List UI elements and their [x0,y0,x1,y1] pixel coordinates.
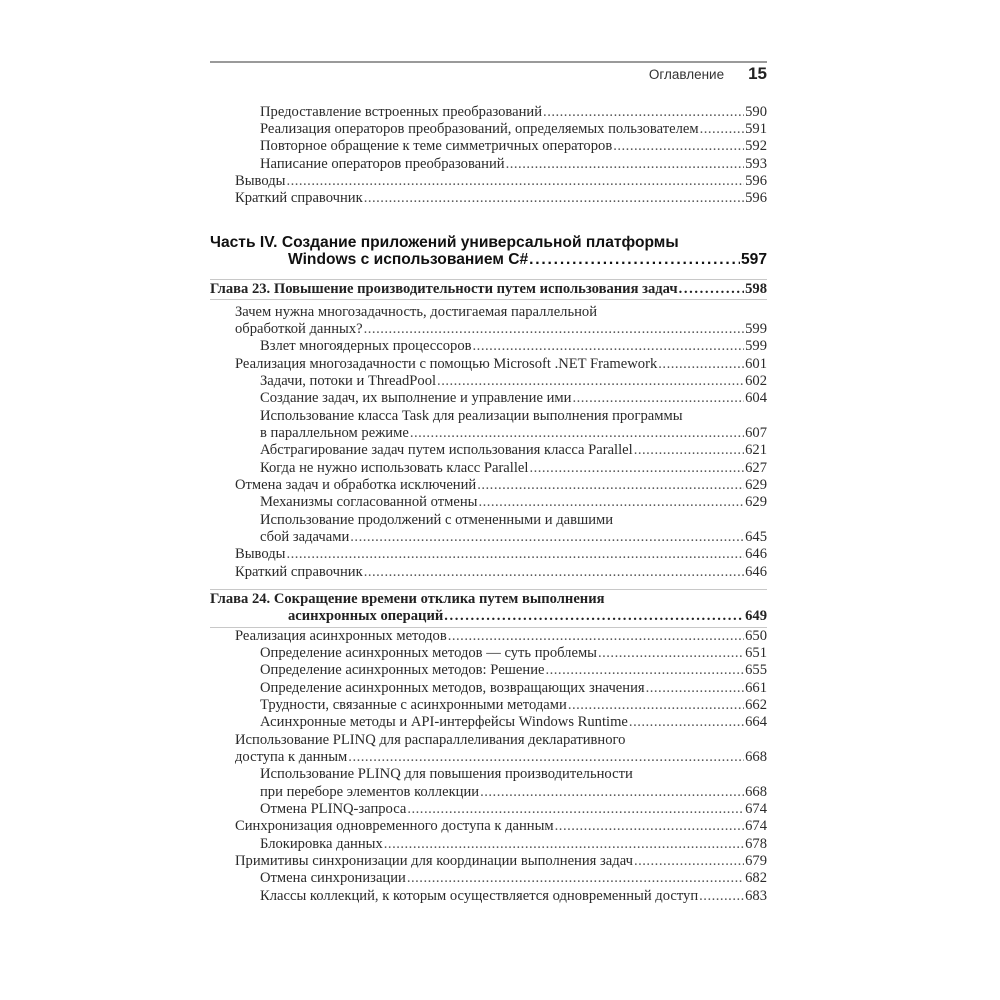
toc-entry-title[interactable]: Когда не нужно использовать класс Parallel [260,459,529,476]
toc-entry[interactable] [210,628,767,645]
toc-entry[interactable] [210,390,767,407]
toc-entry-title[interactable]: Windows с использованием C# [288,251,529,269]
toc-entry-page[interactable]: 651 [745,644,767,661]
toc-entry-page[interactable]: 682 [745,870,767,887]
toc-entry-line [260,801,767,818]
dot-leader [506,156,745,173]
toc-entry[interactable] [210,546,767,563]
toc-entry[interactable] [210,460,767,477]
dot-leader [407,801,744,818]
toc-entry[interactable] [210,888,767,905]
dot-leader [545,662,744,679]
toc-entry-title[interactable]: обработкой данных? [235,320,363,337]
running-header-title: Оглавление [648,67,725,82]
toc-entry-line [235,173,767,190]
toc-entry-page[interactable]: 645 [745,528,767,545]
toc-entry-page[interactable]: 668 [745,783,767,800]
toc-entry-title[interactable]: Использование класса Task для реализации выполнения программы [260,407,683,424]
toc-entry[interactable] [210,442,767,459]
dot-leader [598,645,744,662]
toc-part-heading [210,234,767,269]
toc-entry-line [260,338,767,355]
toc-entry[interactable] [210,766,767,801]
dot-leader [410,425,744,442]
toc-entry-line [260,662,767,679]
toc-entry-page[interactable]: 668 [745,748,767,765]
toc-entry-line [210,281,767,298]
toc-entry-title[interactable]: Создание задач, их выполнение и управление ими [260,390,572,407]
toc-entry-page[interactable]: 646 [745,563,767,580]
toc-entry-page[interactable]: 599 [745,320,767,337]
toc-entry-title[interactable]: Трудности, связанные с асинхронными методами [260,696,567,713]
toc-entry-page[interactable]: 592 [745,138,767,155]
toc-entry[interactable] [210,680,767,697]
toc-entry-line [235,564,767,581]
toc-entry[interactable] [210,373,767,390]
toc-entry-page[interactable]: 597 [740,251,767,269]
toc-entry-line [235,732,767,749]
toc-entry-line [260,425,767,442]
toc-entry-line [235,356,767,373]
toc-entry[interactable] [210,356,767,373]
toc-entry-line [210,234,767,251]
toc-entry[interactable] [210,714,767,731]
toc-entry-page[interactable]: 683 [745,887,767,904]
toc-entry-page[interactable]: 650 [745,627,767,644]
toc-entry[interactable] [210,645,767,662]
toc-entry-title[interactable]: Реализация операторов преобразований, определяемых пользователем [260,120,699,137]
toc-entry-line [260,494,767,511]
toc-entry[interactable] [210,494,767,511]
dot-leader [679,281,744,298]
dot-leader [473,338,745,355]
dot-leader [364,321,744,338]
toc-entry-title[interactable]: Задачи, потоки и ThreadPool [260,372,437,389]
dot-leader [478,494,744,511]
dot-leader [543,104,744,121]
dot-leader [350,529,744,546]
toc-entry-line [260,529,767,546]
dot-leader [555,818,744,835]
dot-leader [407,870,744,887]
toc-entry-page[interactable]: 590 [745,103,767,120]
toc-entry-page[interactable]: 596 [745,190,767,207]
toc-entry-title[interactable]: Выводы [235,172,286,189]
dot-leader [529,251,740,268]
toc-entry-title[interactable]: Использование PLINQ для повышения производительности [260,766,633,783]
toc-entry[interactable] [210,564,767,581]
dot-leader [613,138,744,155]
toc-entry-page[interactable]: 646 [745,546,767,563]
toc-entry-page[interactable]: 664 [745,714,767,731]
toc-entry-page[interactable]: 649 [745,608,767,625]
toc-entry-line [235,818,767,835]
toc-entry-title[interactable]: асинхронных операций [288,608,444,625]
toc-entry-title[interactable]: Предоставление встроенных преобразований [260,103,543,120]
toc-entry-title[interactable]: Отмена задач и обработка исключений [235,476,477,493]
toc-entry-line [210,591,767,608]
toc-entry[interactable] [210,512,767,547]
toc-entry-title[interactable]: доступа к данным [235,748,348,765]
toc-entry-title[interactable]: Использование PLINQ для распараллеливания декларативного [235,731,626,748]
dot-leader [286,173,744,190]
toc-entry-page[interactable]: 674 [745,800,767,817]
toc-entry-line [260,138,767,155]
toc-entry-line [260,408,767,425]
toc-entry[interactable] [210,836,767,853]
toc-entry-page[interactable]: 596 [745,172,767,189]
toc-entry-line [260,156,767,173]
toc-entry[interactable] [210,870,767,887]
toc-entry-title[interactable]: Примитивы синхронизации для координации выполнения задач [235,852,633,869]
toc-entry[interactable] [210,304,767,339]
toc-entry-title[interactable]: Написание операторов преобразований [260,155,505,172]
toc-entry-line [260,784,767,801]
dot-leader [699,888,744,905]
dot-leader [480,784,744,801]
toc-entry-line [210,608,767,625]
toc-entry[interactable] [210,408,767,443]
toc-entry-line [260,645,767,662]
running-header [210,64,767,86]
toc-entry-page[interactable]: 629 [745,494,767,511]
toc-entry-line [260,697,767,714]
toc-entry-line [235,749,767,766]
toc-entry-line [260,121,767,138]
toc-entry-title[interactable]: Взлет многоядерных процессоров [260,338,472,355]
toc-chapter-24-entries [210,628,767,906]
toc-entry[interactable] [210,121,767,138]
toc-entry-line [210,251,767,268]
dot-leader [658,356,744,373]
toc-entry-page[interactable]: 661 [745,679,767,696]
toc-entry-line [260,512,767,529]
toc-entry-title[interactable]: в параллельном режиме [260,424,409,441]
dot-leader [634,853,744,870]
toc-entry-title[interactable]: Абстрагирование задач путем использования класса Parallel [260,442,633,459]
toc-entry[interactable] [210,156,767,173]
toc-entry-line [260,680,767,697]
toc-entry-title[interactable]: Отмена PLINQ-запроса [260,800,407,817]
toc-entry-title[interactable]: Использование продолжений с отмененными и давшими [260,511,614,528]
toc-entry-title[interactable]: Определение асинхронных методов, возвращающих значения [260,679,645,696]
toc-heading-entry[interactable] [210,281,767,298]
dot-leader [444,608,744,625]
toc-entry-page[interactable]: 599 [745,338,767,355]
toc-entry-page[interactable]: 678 [745,835,767,852]
dot-leader [448,628,744,645]
toc-entry-page[interactable]: 621 [745,442,767,459]
toc-entry-line [235,190,767,207]
dot-leader [364,190,744,207]
toc-entry-title[interactable]: Повторное обращение к теме симметричных операторов [260,138,613,155]
toc-entry-title[interactable]: при переборе элементов коллекции [260,783,480,800]
toc-entry[interactable] [210,853,767,870]
toc-entry-title[interactable]: Синхронизация одновременного доступа к данным [235,818,554,835]
toc-entry[interactable] [210,477,767,494]
dot-leader [364,564,744,581]
toc-entry-title[interactable]: Асинхронные методы и API-интерфейсы Windows Runtime [260,714,628,731]
toc-entry-title[interactable]: Глава 23. Повышение производительности путем использования задач [210,280,678,297]
toc-entry-line [235,546,767,563]
toc-entry-page[interactable]: 679 [745,852,767,869]
toc-entry-line [235,321,767,338]
toc-entry-line [260,104,767,121]
toc-entry-page[interactable]: 601 [745,355,767,372]
toc-entry-page[interactable]: 629 [745,476,767,493]
dot-leader [572,390,744,407]
toc-continued-entries [210,104,767,208]
toc-entry-page[interactable]: 602 [745,372,767,389]
toc-entry[interactable] [210,104,767,121]
toc-entry-page[interactable]: 604 [745,390,767,407]
toc-entry[interactable] [210,662,767,679]
toc-entry-title[interactable]: Классы коллекций, к которым осуществляется одновременный доступ [260,887,699,904]
toc-entry-line [260,442,767,459]
toc-entry-line [260,836,767,853]
toc-entry-title[interactable]: Определение асинхронных методов — суть проблемы [260,644,597,661]
toc-entry-page[interactable]: 674 [745,818,767,835]
toc-entry-line [260,373,767,390]
toc-entry-line [260,390,767,407]
toc-entry-title[interactable]: Зачем нужна многозадачность, достигаемая параллельной [235,303,598,320]
toc-chapter-23-heading [210,281,767,298]
toc-entry-line [260,714,767,731]
toc-entry-page[interactable]: 598 [745,280,767,297]
toc-chapter-23-entries [210,304,767,582]
toc-entry-title[interactable]: Отмена синхронизации [260,870,406,887]
toc-entry-page[interactable]: 591 [745,120,767,137]
toc-entry-line [260,870,767,887]
header-rule [210,61,767,63]
toc-entry-line [260,460,767,477]
dot-leader [437,373,744,390]
toc-entry[interactable] [210,801,767,818]
dot-leader [700,121,745,138]
dot-leader [529,460,744,477]
dot-leader [348,749,744,766]
divider [210,299,767,300]
dot-leader [629,714,744,731]
divider [210,589,767,590]
toc-entry-title[interactable]: Механизмы согласованной отмены [260,494,478,511]
toc-entry-title[interactable]: Краткий справочник [235,563,363,580]
toc-entry[interactable] [210,818,767,835]
toc-entry[interactable] [210,732,767,767]
toc-entry-title[interactable]: Определение асинхронных методов: Решение [260,662,545,679]
toc-entry[interactable] [210,138,767,155]
page-number: 15 [748,64,767,83]
dot-leader [286,546,744,563]
toc-entry-line [260,766,767,783]
toc-entry-title[interactable]: сбой задачами [260,528,350,545]
toc-chapter-24-heading [210,591,767,626]
toc-entry-line [235,477,767,494]
toc-entry-line [235,628,767,645]
toc-heading-entry[interactable] [210,234,767,269]
toc-entry-page[interactable]: 627 [745,459,767,476]
toc-entry[interactable] [210,173,767,190]
toc-entry[interactable] [210,697,767,714]
toc-entry[interactable] [210,190,767,207]
toc-entry-title[interactable]: Часть IV. Создание приложений универсальной платформы [210,234,679,251]
toc-entry-page[interactable]: 593 [745,155,767,172]
toc-heading-entry[interactable] [210,591,767,626]
dot-leader [384,836,744,853]
dot-leader [477,477,744,494]
toc-entry-title[interactable]: Краткий справочник [235,190,363,207]
toc-entry-page[interactable]: 662 [745,696,767,713]
toc-entry-title[interactable]: Реализация асинхронных методов [235,627,447,644]
toc-entry-title[interactable]: Блокировка данных [260,835,383,852]
dot-leader [646,680,745,697]
toc-entry-line [260,888,767,905]
toc-entry-line [235,853,767,870]
toc-entry-line [235,304,767,321]
toc-entry-title[interactable]: Реализация многозадачности с помощью Microsoft .NET Framework [235,355,658,372]
dot-leader [568,697,744,714]
toc-entry-title[interactable]: Глава 24. Сокращение времени отклика путем выполнения [210,591,605,607]
dot-leader [634,442,744,459]
toc-entry-page[interactable]: 607 [745,424,767,441]
toc-entry-page[interactable]: 655 [745,662,767,679]
toc-entry-title[interactable]: Выводы [235,546,286,563]
toc-entry[interactable] [210,338,767,355]
